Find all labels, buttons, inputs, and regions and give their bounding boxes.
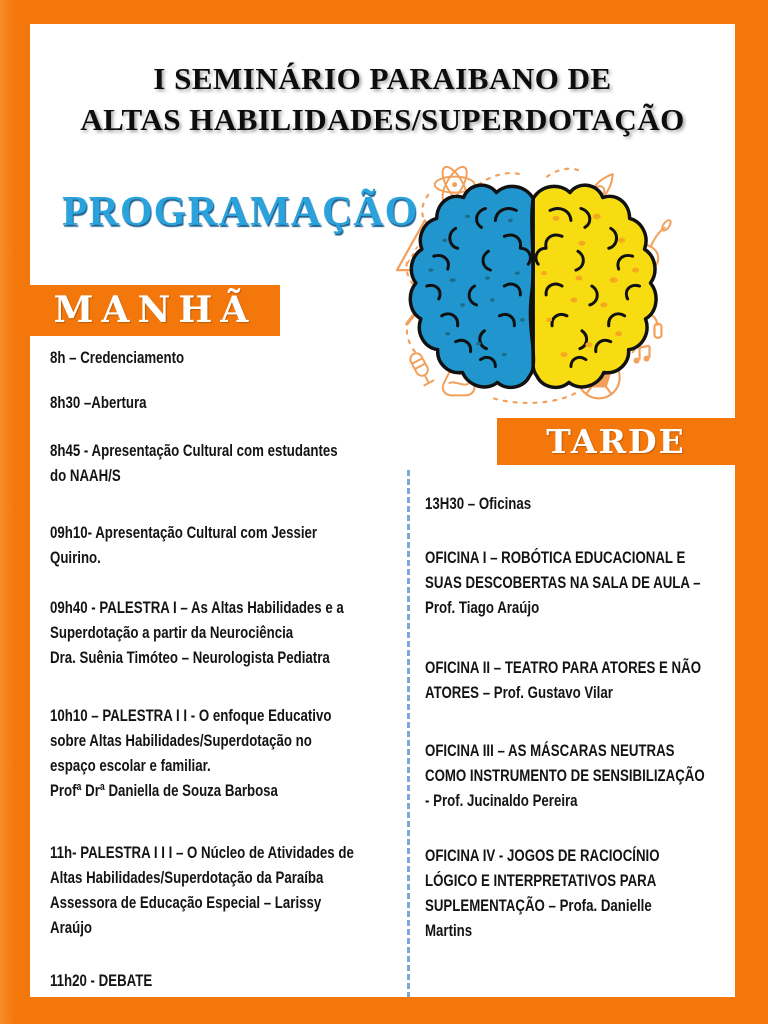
schedule-line: OFICINA I – ROBÓTICA EDUCACIONAL E (425, 548, 686, 567)
schedule-item-oficina-4 (425, 843, 735, 943)
schedule-line: OFICINA II – TEATRO PARA ATORES E NÃO (425, 658, 702, 677)
schedule-line: Martins (425, 921, 473, 940)
schedule-line: Superdotação a partir da Neurociência (50, 623, 294, 642)
schedule-line: OFICINA III – AS MÁSCARAS NEUTRAS (425, 741, 675, 760)
schedule-item-oficina-1 (425, 545, 735, 620)
schedule-item-oficinas (425, 491, 735, 516)
schedule-line: 8h – Credenciamento (50, 348, 185, 367)
schedule-line: espaço escolar e familiar. (50, 756, 211, 775)
afternoon-banner (497, 418, 735, 465)
seminar-title-line1: I SEMINÁRIO PARAIBANO DE (153, 61, 612, 96)
schedule-line: COMO INSTRUMENTO DE SENSIBILIZAÇÃO (425, 766, 705, 785)
schedule-line: Profª Drª Daniella de Souza Barbosa (50, 781, 278, 800)
schedule-line: 11h20 - DEBATE (50, 971, 153, 990)
schedule-line: 09h40 - PALESTRA I – As Altas Habilidades e a (50, 598, 344, 617)
schedule-item-oficina-2 (425, 655, 735, 705)
schedule-line: OFICINA IV - JOGOS DE RACIOCÍNIO (425, 846, 660, 865)
schedule-line: sobre Altas Habilidades/Superdotação no (50, 731, 312, 750)
schedule-item-palestra-3 (50, 840, 410, 940)
schedule-line: SUAS DESCOBERTAS NA SALA DE AULA – (425, 573, 701, 592)
schedule-line: Araújo (50, 918, 92, 937)
seminar-title-line2: ALTAS HABILIDADES/SUPERDOTAÇÃO (80, 102, 685, 137)
morning-banner (30, 285, 280, 336)
schedule-line: Prof. Tiago Araújo (425, 598, 540, 617)
schedule-item-oficina-3 (425, 738, 735, 813)
schedule-item-palestra-1 (50, 595, 410, 670)
schedule-line: 13H30 – Oficinas (425, 494, 532, 513)
schedule-item-palestra-2 (50, 703, 410, 803)
schedule-item-apresentacao-jessier (50, 520, 410, 570)
schedule-item-abertura (50, 390, 410, 415)
schedule-line: SUPLEMENTAÇÃO – Profa. Danielle (425, 896, 652, 915)
schedule-line: ATORES – Prof. Gustavo Vilar (425, 683, 613, 702)
schedule-line: Altas Habilidades/Superdotação da Paraíba (50, 868, 324, 887)
schedule-line: Assessora de Educação Especial – Larissy (50, 893, 322, 912)
seminar-title (30, 58, 735, 140)
schedule-item-apresentacao-naahs (50, 438, 410, 488)
schedule-line: Dra. Suênia Timóteo – Neurologista Pediatra (50, 648, 330, 667)
poster-content-area (30, 24, 735, 997)
schedule-line: 8h30 –Abertura (50, 393, 147, 412)
microphone-icon (408, 351, 434, 386)
schedule-line: 10h10 – PALESTRA I I - O enfoque Educativo (50, 706, 332, 725)
brain-graphic (410, 185, 656, 387)
schedule-line: 11h- PALESTRA I I I – O Núcleo de Atividades de (50, 843, 354, 862)
schedule-line: - Prof. Jucinaldo Pereira (425, 791, 578, 810)
schedule-line: do NAAH/S (50, 466, 121, 485)
schedule-line: Quirino. (50, 548, 101, 567)
brain-illustration (393, 158, 735, 424)
program-heading: PROGRAMAÇÃO (62, 189, 419, 235)
schedule-line: LÓGICO E INTERPRETATIVOS PARA (425, 871, 657, 890)
schedule-line: 8h45 - Apresentação Cultural com estudantes (50, 441, 338, 460)
schedule-line: 09h10- Apresentação Cultural com Jessier (50, 523, 318, 542)
morning-banner-label: MANHÃ (53, 289, 257, 331)
afternoon-banner-label: TARDE (546, 422, 686, 461)
schedule-item-debate (50, 968, 410, 993)
schedule-item-credenciamento (50, 345, 410, 370)
